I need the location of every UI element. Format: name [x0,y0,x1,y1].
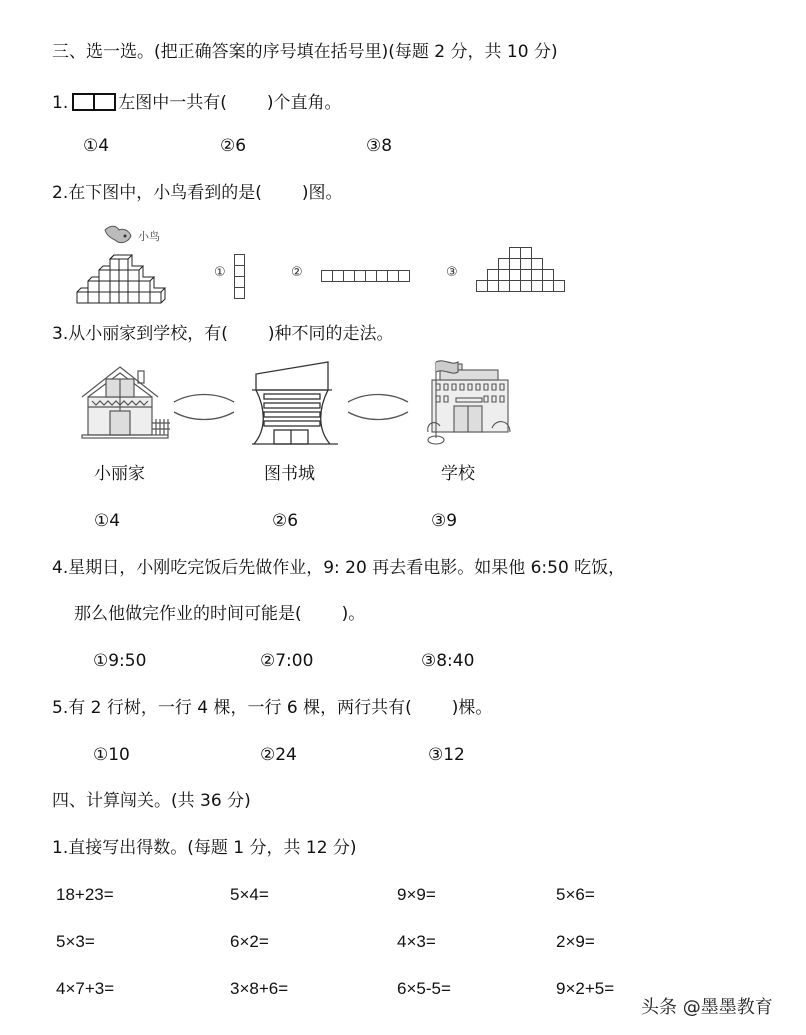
calc-problem: 2×9= [556,932,595,951]
q2-option-3-marker: ③ [446,265,458,280]
q2-option-2-marker: ② [291,265,303,280]
question-1 [52,92,342,114]
calc-problem: 6×2= [230,932,269,951]
calc-problem: 4×3= [397,932,436,951]
calc-problem: 6×5-5= [397,979,451,998]
q4-option-2: ②7:00 [260,651,314,671]
question-5 [52,697,492,719]
school-building-icon [418,358,514,446]
calc-problem: 3×8+6= [230,979,289,998]
two-squares-figure [72,93,116,111]
path-curves-left [172,392,236,422]
q4-option-1: ①9:50 [93,651,147,671]
q1-option-1: ①4 [83,136,110,156]
question-4-line1: 4.星期日，小刚吃完饭后先做作业，9: 20 再去看电影。如果他 6:50 吃饭， [52,558,626,578]
calc-problem: 5×6= [556,885,595,904]
bird-icon [103,224,133,248]
calc-problem: 18+23= [56,885,114,904]
calc-problem: 5×3= [56,932,95,951]
calc-problem: 9×9= [397,885,436,904]
question-1-text-after: )个直角。 [266,93,342,113]
q1-option-2: ②6 [220,136,247,156]
q2-option-1-figure [234,254,246,300]
question-3-text-before: 3.从小丽家到学校，有( [52,324,228,344]
path-curves-right [346,392,410,422]
question-1-text-before: 左图中一共有( [118,93,227,113]
place-book-city: 图书城 [264,464,315,484]
question-2 [52,182,343,204]
question-4-text-after: )。 [341,604,366,624]
place-school: 学校 [441,464,475,484]
question-3 [52,323,394,345]
question-1-number: 1. [52,93,69,113]
section4-title: 四、计算闯关。(共 36 分) [52,791,251,811]
q3-option-2: ②6 [272,511,299,531]
question-2-text-after: )图。 [301,183,343,203]
q5-option-3: ③12 [428,745,465,765]
bird-label: 小鸟 [138,230,160,243]
q5-option-2: ②24 [260,745,297,765]
q3-option-1: ①4 [94,511,121,531]
calc-problem: 4×7+3= [56,979,115,998]
section4-sub1-title: 1.直接写出得数。(每题 1 分，共 12 分) [52,838,357,858]
q2-option-2-figure [321,270,411,284]
q3-option-3: ③9 [431,511,458,531]
stacked-cubes-figure [77,254,177,304]
question-4-line2 [74,603,365,625]
section3-title: 三、选一选。(把正确答案的序号填在括号里)(每题 2 分，共 10 分) [52,42,558,62]
q5-option-1: ①10 [93,745,130,765]
q2-option-3-figure [476,247,566,293]
library-building-icon [250,360,342,446]
place-xiaoli-home: 小丽家 [94,464,145,484]
calc-problem: 9×2+5= [556,979,615,998]
q2-option-1-marker: ① [214,265,226,280]
question-3-text-after: )种不同的走法。 [267,324,394,344]
q1-option-3: ③8 [366,136,393,156]
question-2-text-before: 2.在下图中，小鸟看到的是( [52,183,262,203]
house-icon [80,365,172,440]
question-4-text-before: 那么他做完作业的时间可能是( [74,604,302,624]
q4-option-3: ③8:40 [421,651,475,671]
calc-problem: 5×4= [230,885,269,904]
question-5-text-before: 5.有 2 行树，一行 4 棵，一行 6 棵，两行共有( [52,698,412,718]
watermark: 头条 @墨墨教育 [641,997,773,1018]
question-5-text-after: )棵。 [451,698,493,718]
